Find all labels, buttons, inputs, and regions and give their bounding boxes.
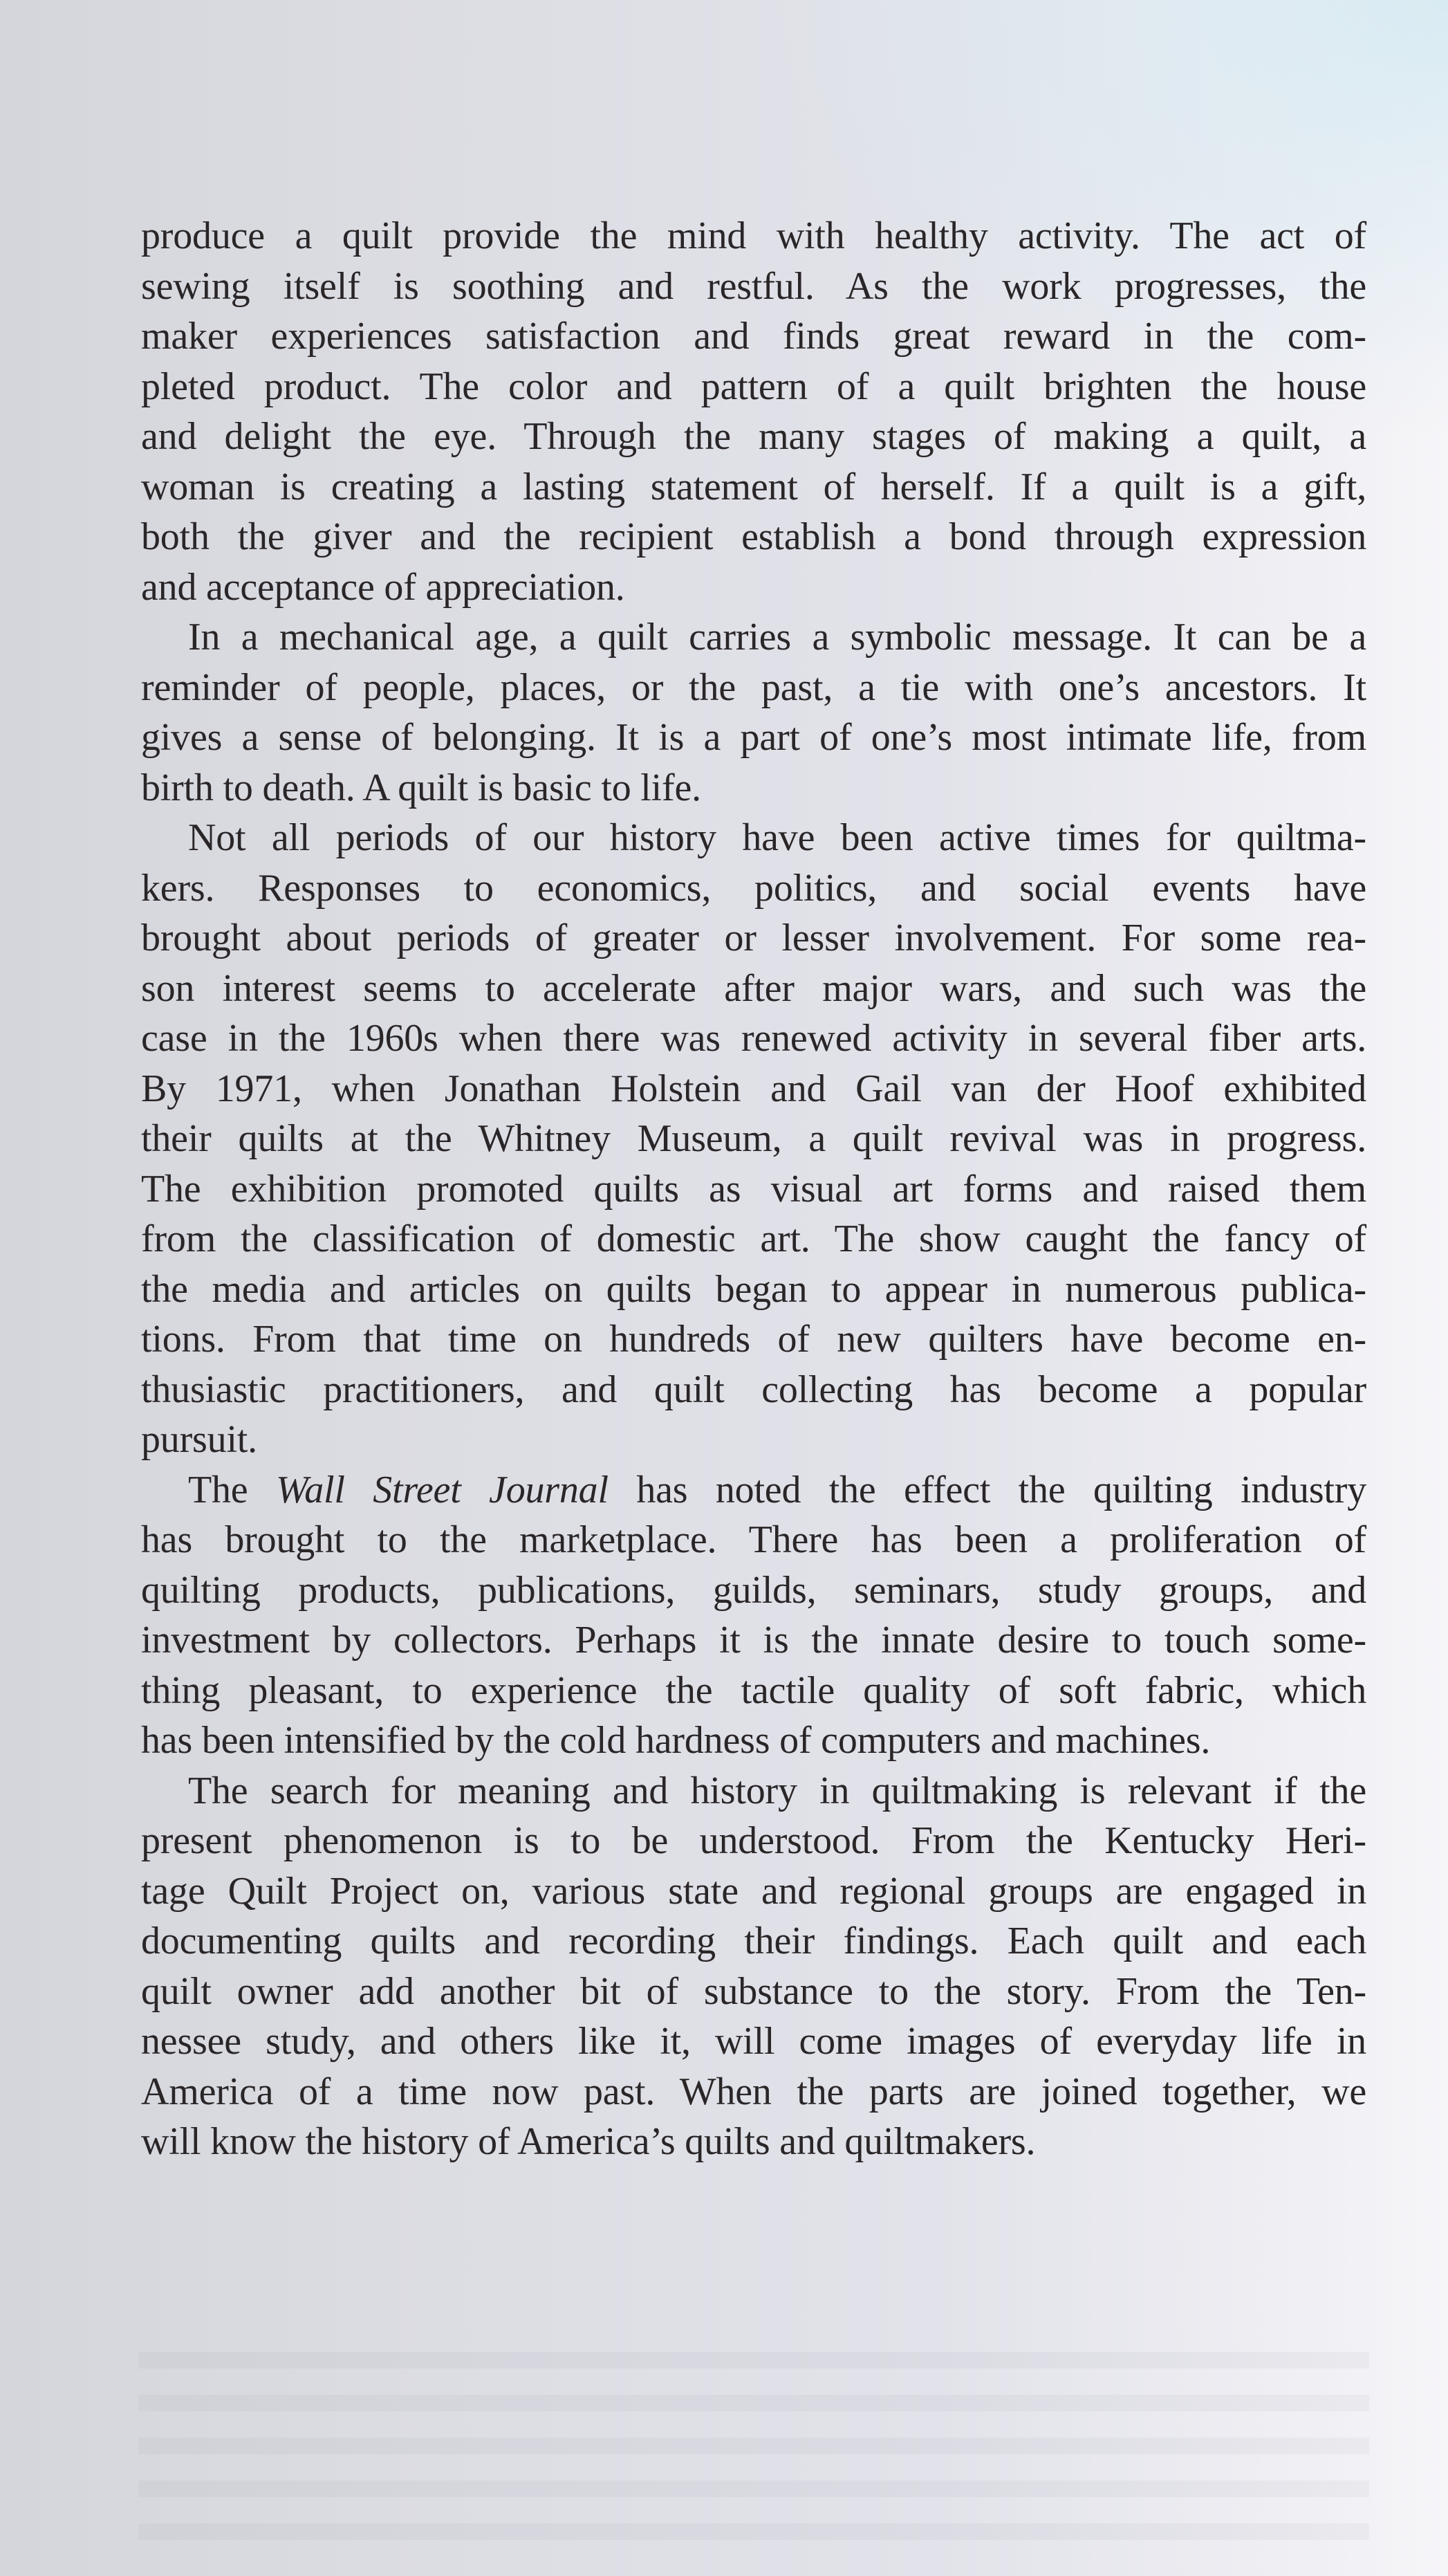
text-line: By 1971, when Jonathan Holstein and Gail van der Hoof exhibited [141,1067,1366,1110]
text-line: has been intensified by the cold hardness of computers and machines. [141,1719,1211,1762]
text-run: The [188,1468,276,1511]
text-line: gives a sense of belonging. It is a part of one’s most intimate life, from [141,716,1366,759]
body-text [141,211,1366,2167]
text-line: sewing itself is soothing and restful. As the work progresses, the [141,264,1366,308]
reverse-side-show-through [138,2352,1369,2546]
text-line: tage Quilt Project on, various state and regional groups are engaged in [141,1869,1366,1913]
text-line: produce a quilt provide the mind with healthy activity. The act of [141,214,1366,257]
text-line: America of a time now past. When the parts are joined together, we [141,2070,1366,2113]
paragraph-3 [141,813,1366,1465]
text-line-with-citation [141,1465,1366,1516]
text-line: present phenomenon is to be understood. From the Kentucky Heri- [141,1819,1366,1862]
text-line: brought about periods of greater or lesser involvement. For some rea- [141,917,1366,959]
paragraph-5 [141,1766,1366,2167]
text-line: has brought to the marketplace. There has been a proliferation of [141,1518,1366,1561]
text-line: quilting products, publications, guilds, seminars, study groups, and [141,1568,1366,1612]
text-line: documenting quilts and recording their findings. Each quilt and each [141,1920,1366,1962]
text-line: nessee study, and others like it, will come images of everyday life in [141,2020,1366,2063]
text-line: tions. From that time on hundreds of new quilters have become en- [141,1318,1366,1361]
text-line: and delight the eye. Through the many stages of making a quilt, a [141,415,1366,458]
text-line: pursuit. [141,1418,257,1461]
text-line: investment by collectors. Perhaps it is the innate desire to touch some- [141,1619,1366,1662]
text-line: will know the history of America’s quilts and quiltmakers. [141,2120,1036,2163]
text-run: has noted the effect the quilting industry [608,1468,1367,1511]
text-line: The exhibition promoted quilts as visual art forms and raised them [141,1167,1366,1211]
text-line: quilt owner add another bit of substance to the story. From the Ten- [141,1969,1366,2013]
text-line: birth to death. A quilt is basic to life. [141,766,701,809]
text-line: The search for meaning and history in quiltmaking is relevant if the [188,1769,1366,1812]
publication-title: Wall Street Journal [275,1468,609,1511]
paragraph-1 [141,211,1366,612]
text-line: maker experiences satisfaction and finds great reward in the com- [141,315,1366,358]
text-line: woman is creating a lasting statement of herself. If a quilt is a gift, [141,465,1366,508]
text-line: from the classification of domestic art. The show caught the fancy of [141,1217,1366,1260]
text-line: In a mechanical age, a quilt carries a symbolic message. It can be a [188,616,1366,659]
text-line: thusiastic practitioners, and quilt collecting has become a popular [141,1368,1366,1411]
paragraph-4 [141,1465,1366,1766]
text-line: reminder of people, places, or the past, a tie with one’s ancestors. It [141,665,1366,709]
text-line: pleted product. The color and pattern of a quilt brighten the house [141,365,1366,408]
text-line: son interest seems to accelerate after major wars, and such was the [141,966,1366,1010]
text-line: their quilts at the Whitney Museum, a quilt revival was in progress. [141,1117,1366,1160]
text-line: thing pleasant, to experience the tactile quality of soft fabric, which [141,1668,1366,1712]
text-line: case in the 1960s when there was renewed activity in several fiber arts. [141,1017,1366,1060]
text-line: Not all periods of our history have been active times for quiltma- [188,816,1366,859]
text-line: the media and articles on quilts began to appear in numerous publica- [141,1267,1366,1311]
text-line: and acceptance of appreciation. [141,565,625,609]
paragraph-2 [141,612,1366,813]
text-line: kers. Responses to economics, politics, and social events have [141,866,1366,910]
text-line: both the giver and the recipient establish a bond through expression [141,515,1366,558]
